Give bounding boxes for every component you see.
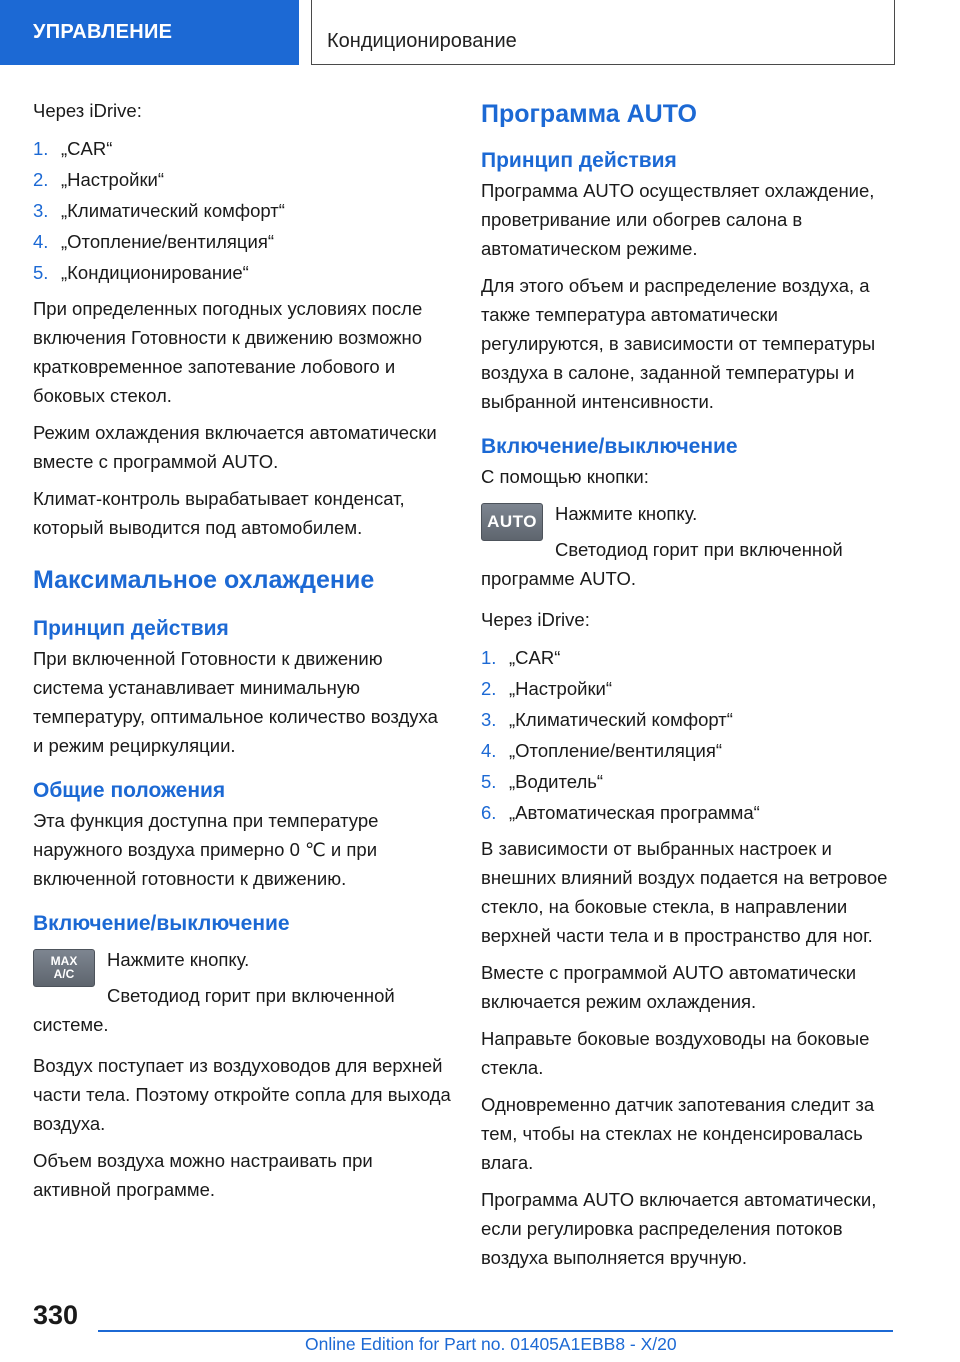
paragraph: Программа AUTO включается автоматически, если регулировка распределения потоков воздуха выполняется вручную. — [481, 1189, 877, 1268]
step-number: 2. — [33, 169, 49, 190]
list-item — [33, 195, 453, 226]
paragraph: При включенной Готовности к движению система устанавливает минимальную температуру, оптимальное количество воздуха и режим рециркуляции. — [33, 648, 438, 756]
step-number: 3. — [481, 709, 497, 730]
heading-principle: Принцип действия — [33, 617, 229, 640]
paragraph: С помощью кнопки: — [481, 466, 649, 487]
paragraph: Объем воздуха можно настраивать при активной программе. — [33, 1150, 373, 1200]
paragraph: Вместе с программой AUTO автоматически включается режим охлаждения. — [481, 962, 857, 1012]
step-number: 5. — [481, 771, 497, 792]
step-text: „CAR“ — [509, 647, 561, 668]
list-item — [481, 673, 901, 704]
heading-on-off: Включение/выключение — [33, 912, 290, 935]
step-text: „Настройки“ — [509, 678, 613, 699]
page-number: 330 — [33, 1300, 79, 1330]
paragraph: Воздух поступает из воздуховодов для верхней части тела. Поэтому откройте сопла для выхода воздуха. — [33, 1055, 451, 1134]
step-text: „Водитель“ — [509, 771, 604, 792]
chapter-title: Кондиционирование — [311, 0, 895, 65]
list-item — [481, 735, 901, 766]
step-number: 4. — [481, 740, 497, 761]
list-item — [33, 164, 453, 195]
heading-general: Общие положения — [33, 779, 226, 802]
led-text: Светодиод горит при включенной программе AUTO. — [481, 539, 843, 589]
paragraph: Для этого объем и распределение воздуха, а также температура автоматически регулируются, в зависимости от температуры воздуха в салоне, заданной температуры и выбранной интенсивности. — [481, 275, 876, 412]
list-item — [481, 704, 901, 735]
list-item — [33, 133, 453, 164]
idrive-intro: Через iDrive: — [481, 609, 590, 630]
list-item — [481, 642, 901, 673]
press-button-text: Нажмите кнопку. — [555, 503, 698, 524]
step-text: „Автоматическая программа“ — [509, 802, 760, 823]
heading-principle: Принцип действия — [481, 149, 677, 172]
step-number: 1. — [481, 647, 497, 668]
led-text: Светодиод горит при включенной системе. — [33, 985, 395, 1035]
step-text: „Отопление/вентиляция“ — [509, 740, 723, 761]
list-item — [33, 226, 453, 257]
step-number: 1. — [33, 138, 49, 159]
step-text: „Настройки“ — [61, 169, 165, 190]
footer-divider — [98, 1330, 893, 1332]
right-column — [481, 96, 901, 1280]
step-number: 6. — [481, 802, 497, 823]
heading-on-off: Включение/выключение — [481, 435, 738, 458]
list-item — [481, 766, 901, 797]
step-text: „Климатический комфорт“ — [509, 709, 733, 730]
list-item — [33, 257, 453, 288]
press-button-text: Нажмите кнопку. — [107, 949, 250, 970]
step-number: 5. — [33, 262, 49, 283]
paragraph: Программа AUTO осуществляет охлаждение, проветривание или обогрев салона в автоматическом режиме. — [481, 180, 875, 259]
step-number: 4. — [33, 231, 49, 252]
paragraph: Эта функция доступна при температуре наружного воздуха примерно 0 ℃ и при включенной готовности к движению. — [33, 810, 379, 889]
step-text: „CAR“ — [61, 138, 113, 159]
paragraph: Одновременно датчик запотевания следит за тем, чтобы на стеклах не конденсировалась влага. — [481, 1094, 875, 1173]
section-tab: УПРАВЛЕНИЕ — [0, 0, 299, 65]
paragraph: Климат-контроль вырабатывает конденсат, который выводится под автомобилем. — [33, 488, 405, 538]
step-text: „Климатический комфорт“ — [61, 200, 285, 221]
auto-button-icon: AUTO — [481, 503, 543, 541]
idrive-intro: Через iDrive: — [33, 100, 142, 121]
max-ac-label-line2: A/C — [53, 967, 75, 981]
idrive-steps — [481, 642, 901, 828]
paragraph: Режим охлаждения включается автоматически вместе с программой AUTO. — [33, 422, 437, 472]
heading-auto-program: Программа AUTO — [481, 100, 697, 128]
step-text: „Отопление/вентиляция“ — [61, 231, 275, 252]
idrive-steps — [33, 133, 453, 288]
left-column — [33, 96, 453, 1212]
list-item — [481, 797, 901, 828]
paragraph: Направьте боковые воздуховоды на боковые стекла. — [481, 1028, 870, 1078]
heading-max-cooling: Максимальное охлаждение — [33, 566, 375, 594]
edition-text: Online Edition for Part no. 01405A1EBB8 - X/20 — [305, 1334, 677, 1354]
max-ac-button-icon — [33, 949, 95, 987]
step-text: „Кондиционирование“ — [61, 262, 249, 283]
max-ac-label-line1: MAX — [50, 954, 78, 968]
step-number: 2. — [481, 678, 497, 699]
paragraph: В зависимости от выбранных настроек и внешних влияний воздух подается на ветровое стекло, на боковые стекла, в направлении верхней части тела и в пространство для ног. — [481, 838, 888, 946]
paragraph: При определенных погодных условиях после включения Готовности к движению возможно кратковременное запотевание лобового и боковых стекол. — [33, 298, 423, 406]
step-number: 3. — [33, 200, 49, 221]
